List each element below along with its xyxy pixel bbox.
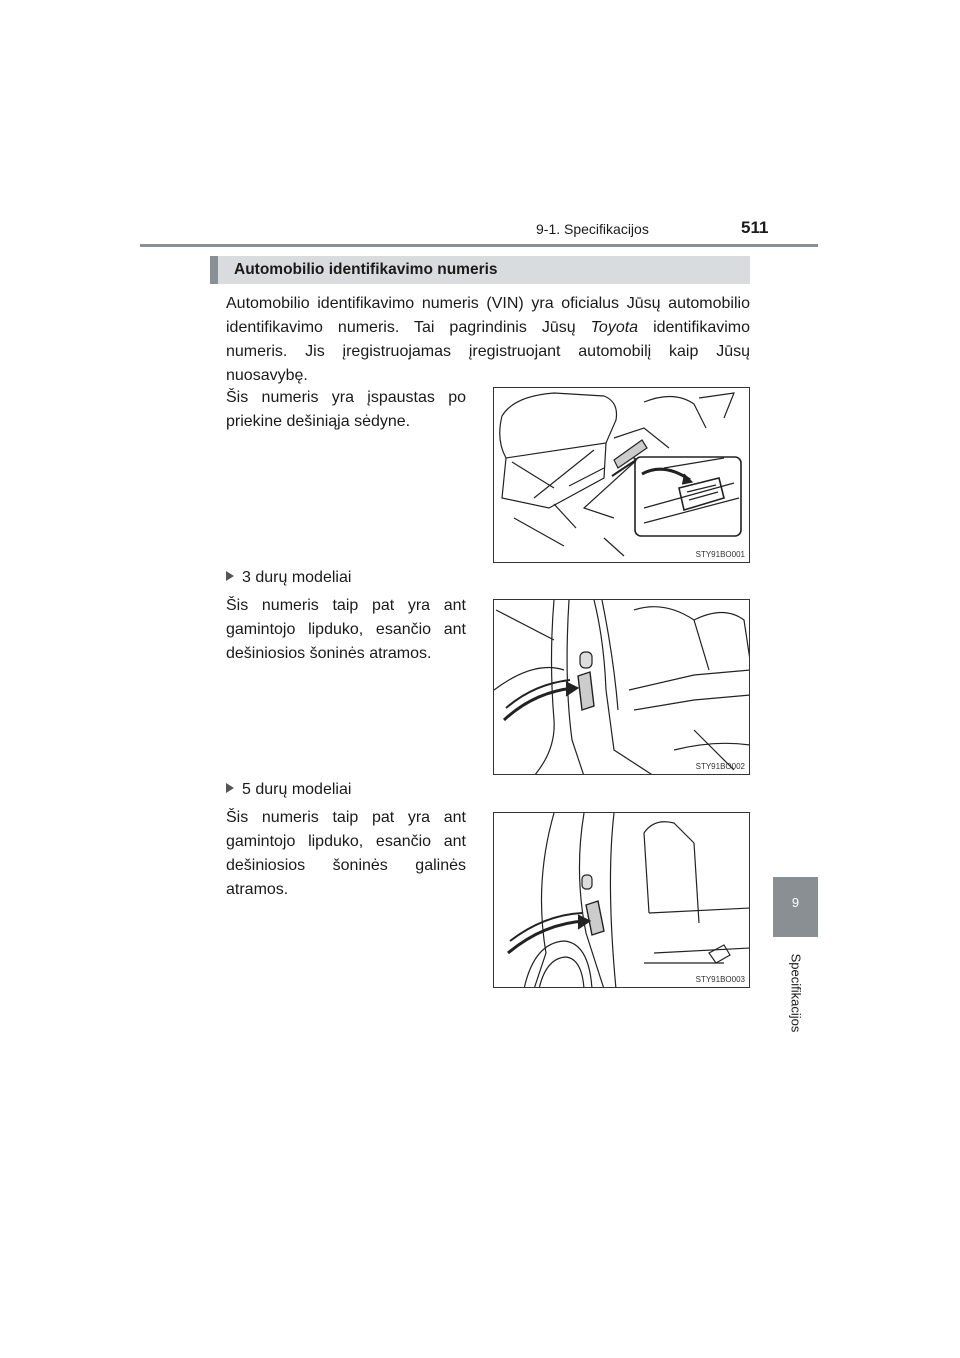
bullet-label: 3 durų modeliai — [242, 569, 352, 586]
figure-code: STY91BO001 — [695, 550, 745, 559]
brand-name: Toyota — [590, 319, 639, 336]
bullet-triangle-icon — [226, 571, 234, 581]
intro-text-1: Automobilio identifikavimo numeris (VIN) yra oficialus Jūsų automobilio identifikavimo numeris. Tai pagrindinis Jūsų — [226, 295, 750, 336]
bullet-triangle-icon — [226, 783, 234, 793]
figure-front-seat — [493, 387, 750, 563]
section-heading: Automobilio identifikavimo numeris — [234, 261, 498, 278]
header-section-title: 9-1. Specifikacijos — [536, 221, 649, 237]
block1-text: Šis numeris yra įspaustas po priekine dešiniąja sėdyne. — [226, 389, 466, 430]
chapter-tab[interactable] — [773, 877, 818, 937]
figure-code: STY91BO003 — [695, 975, 745, 984]
figure-rear-pillar — [493, 812, 750, 988]
page-number: 511 — [741, 218, 769, 237]
header-rule — [140, 244, 818, 247]
figure-side-pillar — [493, 599, 750, 775]
bullet-3-door — [226, 566, 351, 590]
section-heading-bar — [210, 256, 750, 284]
bullet-label: 5 durų modeliai — [242, 781, 352, 798]
bullet-5-door — [226, 778, 351, 802]
figure-code: STY91BO002 — [695, 762, 745, 771]
chapter-label: Specifikacijos — [788, 953, 804, 1033]
intro-text-2: identifikavimo numeris. Jis įregistruojamas įregistruojant automobilį kaip Jūsų nuosavybę. — [226, 319, 751, 384]
block2-text: Šis numeris taip pat yra ant gamintojo lipduko, esančio ant dešiniosios šoninės atramos. — [226, 597, 466, 662]
intro-paragraph — [226, 292, 750, 388]
chapter-number: 9 — [791, 895, 800, 910]
block3-text: Šis numeris taip pat yra ant gamintojo lipduko, esančio ant dešiniosios šoninės galinės atramos. — [226, 809, 466, 898]
